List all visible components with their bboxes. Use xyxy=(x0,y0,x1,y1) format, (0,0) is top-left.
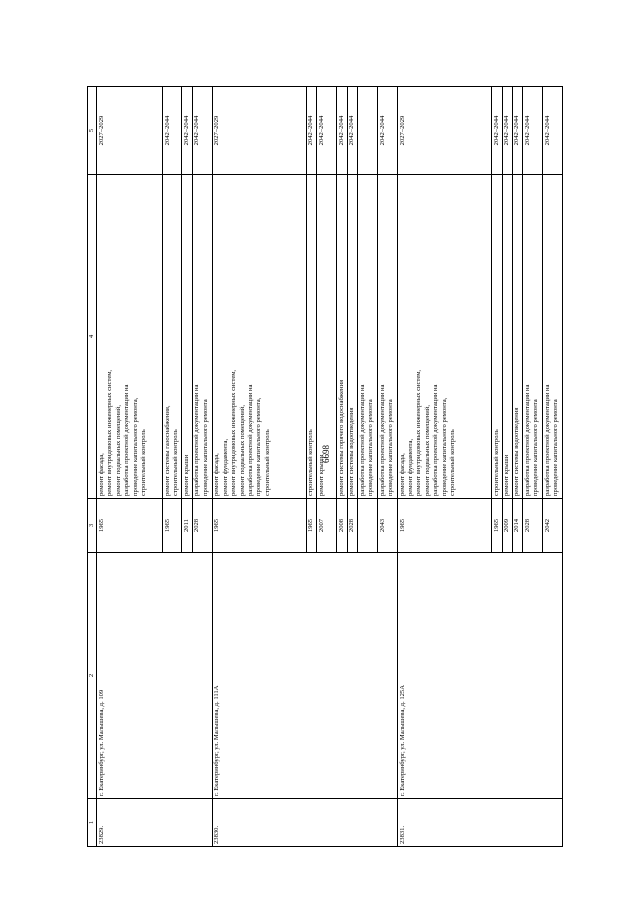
works-cell: строительный контроль xyxy=(306,175,316,499)
row-index: 23830. xyxy=(212,799,397,847)
period-cell: 2027–2029 xyxy=(212,87,306,175)
period-cell: 2042–2044 xyxy=(347,87,357,175)
works-cell: ремонт крыши xyxy=(317,175,337,499)
year-cell: 2028 xyxy=(523,499,543,553)
period-cell: 2042–2044 xyxy=(163,87,182,175)
column-number: 3 xyxy=(88,499,97,553)
period-cell: 2042–2044 xyxy=(317,87,337,175)
year-cell: 2043 xyxy=(378,499,398,553)
works-cell: разработка проектной документации на проведение капитального ремонта xyxy=(192,175,212,499)
period-cell: 2027–2029 xyxy=(398,87,492,175)
column-number: 1 xyxy=(88,799,97,847)
period-cell: 2042–2044 xyxy=(543,87,563,175)
works-cell: ремонт фасада, ремонт фундамента, ремонт внутридомовых инженерных систем, ремонт подвальных помещений, разработка проектной документации на проведение капитального ремонта, строительный контроль xyxy=(212,175,306,499)
period-cell: 2042–2044 xyxy=(502,87,512,175)
table-row xyxy=(398,87,492,847)
row-index: 23829. xyxy=(97,799,212,847)
period-cell: 2042–2044 xyxy=(306,87,316,175)
period-cell: 2042–2044 xyxy=(492,87,502,175)
works-cell: разработка проектной документации на проведение капитального ремонта xyxy=(523,175,543,499)
year-cell xyxy=(358,499,378,553)
year-cell: 2028 xyxy=(347,499,357,553)
period-cell: 2042–2044 xyxy=(337,87,347,175)
works-cell: разработка проектной документации на проведение капитального ремонта xyxy=(378,175,398,499)
address-cell: г. Екатеринбург, ул. Малышева, д. 125А xyxy=(398,553,563,799)
works-cell: ремонт системы газоснабжения, строительный контроль xyxy=(163,175,182,499)
works-cell: ремонт крыши xyxy=(502,175,512,499)
year-cell: 2014 xyxy=(512,499,522,553)
rotated-table-wrapper xyxy=(87,87,589,847)
period-cell xyxy=(358,87,378,175)
period-cell: 2027–2029 xyxy=(97,87,163,175)
works-cell: разработка проектной документации на проведение капитального ремонта xyxy=(358,175,378,499)
works-cell: ремонт системы водоотведения xyxy=(347,175,357,499)
works-cell: разработка проектной документации на проведение капитального ремонта xyxy=(543,175,563,499)
address-cell: г. Екатеринбург, ул. Малышева, д. 109 xyxy=(97,553,212,799)
column-number: 2 xyxy=(88,553,97,799)
capital-repair-table xyxy=(87,86,563,847)
year-cell: 1965 xyxy=(492,499,502,553)
column-number: 4 xyxy=(88,175,97,499)
works-cell: ремонт системы горячего водоснабжения xyxy=(337,175,347,499)
works-cell: ремонт крыши xyxy=(182,175,192,499)
address-cell: г. Екатеринбург, ул. Малышева, д. 111А xyxy=(212,553,397,799)
column-number-row xyxy=(88,87,97,847)
year-cell: 1965 xyxy=(163,499,182,553)
period-cell: 2042–2044 xyxy=(512,87,522,175)
year-cell: 2028 xyxy=(192,499,212,553)
works-cell: строительный контроль xyxy=(492,175,502,499)
period-cell: 2042–2044 xyxy=(192,87,212,175)
page-number: 6698 xyxy=(321,445,331,463)
works-cell: ремонт фасада, ремонт фундамента, ремонт внутридомовых инженерных систем, ремонт подвальных помещений, разработка проектной документации на проведение капитального ремонта, строительный контроль xyxy=(398,175,492,499)
works-cell: ремонт системы водоотведения xyxy=(512,175,522,499)
column-number: 5 xyxy=(88,87,97,175)
year-cell: 2009 xyxy=(502,499,512,553)
year-cell: 1965 xyxy=(212,499,306,553)
year-cell: 2007 xyxy=(317,499,337,553)
year-cell: 1965 xyxy=(398,499,492,553)
table-row xyxy=(97,87,163,847)
year-cell: 2011 xyxy=(182,499,192,553)
year-cell: 2042 xyxy=(543,499,563,553)
period-cell: 2042–2044 xyxy=(523,87,543,175)
works-cell: ремонт фасада, ремонт внутридомовых инженерных систем, ремонт подвальных помещений, разработка проектной документации на проведение капитального ремонта, строительный контроль xyxy=(97,175,163,499)
period-cell: 2042–2044 xyxy=(378,87,398,175)
year-cell: 2008 xyxy=(337,499,347,553)
table-row xyxy=(212,87,306,847)
year-cell: 1965 xyxy=(97,499,163,553)
year-cell: 1965 xyxy=(306,499,316,553)
period-cell: 2042–2044 xyxy=(182,87,192,175)
row-index: 23831. xyxy=(398,799,563,847)
